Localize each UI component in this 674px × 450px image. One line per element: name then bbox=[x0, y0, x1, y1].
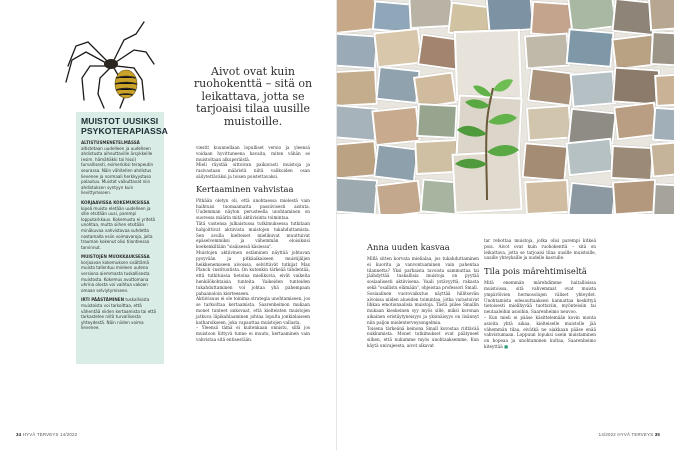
sidebar-block-head: MUISTOJEN MUOKKAUKSESSA bbox=[81, 254, 150, 260]
photo-tile bbox=[612, 66, 660, 105]
photo-tile bbox=[373, 144, 419, 183]
magazine-issue: HYVÄ TERVEYS 14/2022 bbox=[22, 432, 78, 437]
photo-tile bbox=[565, 138, 614, 177]
photo-tile bbox=[527, 67, 575, 106]
page-number: 35 bbox=[654, 432, 660, 437]
section-heading: Kertaaminen vahvistaa bbox=[196, 183, 294, 194]
paragraph-text: – Kun mieli ei pääse käsittelemään kovin monta asioita yhtä aikaa, kielteiselle muistolle jää vähemmän tilaa, eivätkä ne aiakkaan pääse enää vahvistumaan. Loppuun lopuksi usein muistaminen on hopeaa ja unohtaminen kultaa, Saarenheimo kiteyttää bbox=[484, 314, 596, 349]
sidebar-block-text: tuskallisista muistoista voi tarkoittaa, että vähentää niiden kertaamista tai että tarkastelee niitä turvallisesta yhteydestä. Näin niiden voima lievenee. bbox=[81, 297, 156, 331]
paragraph bbox=[484, 315, 596, 350]
photo-tile bbox=[337, 140, 378, 180]
photo-tile bbox=[652, 183, 674, 214]
photo-tile bbox=[408, 0, 454, 29]
paragraph: Tätä vastensa julkaistussa tutkimuksessa tutkitaan hahjoittivat aktiivista muistojen tukahduttamista. Sen avulla kielteiset mielikuvat muuttuivat epäselvemmiksi ja vähemmän eloisiksisi koekenkiltään "sisäisessä käsiessa". bbox=[196, 220, 310, 250]
sidebar-block bbox=[81, 254, 159, 293]
paragraph: viestit kuunnellaan lopulliset versio ja yleensä voidaan hyvittuneena havaita, miten vähän se muistoltaan alkuperäistä. bbox=[196, 145, 310, 162]
sidebar-block bbox=[81, 140, 159, 196]
photo-tile bbox=[654, 73, 674, 107]
seedling-illustration bbox=[451, 72, 521, 202]
section-heading: Anna uuden kasvaa bbox=[367, 242, 450, 252]
photo-tile bbox=[570, 70, 617, 108]
paragraph: Muistojen aktiivinen estäminen näyttää johtavan pysyvään ja pitkäaikaiseen muistijäljen heikkenemiseen aivoissa, selvittävät tutkijat Max Planck -instituutista. On kutenkin tärkeää tähdentää, että tutkituissa tietoina mielikuvia, eivät vaikeita henkilökohtaisia tunteita. Vaikeiden tunteiden tukahduttaminen voi johtaa yhä pahempaan pahaanoloin kierteeseen. bbox=[196, 249, 310, 296]
photo-tile bbox=[610, 145, 654, 181]
photo-tile bbox=[337, 177, 378, 214]
sidebar-block bbox=[81, 297, 159, 331]
paragraph: – Yleensä tämä ei kuitenkaan onnistu, sillä jos muistoon liittyvä tunne ei muutu, kertaaminen vain vahvistaa sitä entisestään. bbox=[196, 325, 310, 342]
photo-tile bbox=[650, 31, 674, 67]
photo-tile bbox=[524, 179, 570, 214]
paragraph: Pitkään oletyn oli, että unohtaessa mielestä vain haihtuisi tuomaamatta passiivisesti aistuta. Uudemman näyton perusteella unohtaminen on suoressa määrin mitä aktiivisinta toimintaa. bbox=[196, 197, 310, 221]
section-heading: Tila pois märehtimiseltä bbox=[484, 266, 587, 277]
sidebar-block-text: kipeä muisto eletään uudelleen ja sille etsitään uusi, parempi lopputarkkaus. Kokemusta ei yritetä unohtaa, mutta siihen etsitään minäkuvaa vahvistavaa suhdetta nostamalla esiin voimavaroja, joita trauman kokenut olisi tilanteessa tarvinnut. bbox=[81, 205, 156, 250]
photo-tile bbox=[337, 69, 378, 107]
sidebar-block-head: IRTI PÄÄSTÄMINEN bbox=[81, 297, 125, 303]
photo-tile bbox=[373, 28, 423, 69]
paragraph: Mitä enemmän märehdimme haitallisissa muistoissa, sitä vahvemmat ovat muista ympäröivien hermosolujen väliset yhteydet. Unohtamista edesauttaaksesi kannattaa keskittyä tietoisesti mielihyvää tuottaviin, myönteisiin tai neutaaleihin asioihin, Saarenheimo neuvoo. bbox=[484, 280, 596, 315]
paragraph: Millä sitten korvata mielialaa, jos tukahduttaminen ei kuoritu ja vanvontuaminen vain pahentaa tilannetta? Yksi parhaista tavoista sammuttaa tai jäähdyttää tuskallisia muistoja on pyytää sosiaalisesti aktiivisena. Vaali ystävyyttä, rakasta sekä "osallistu elämään", ohjeistaa professori Small. bbox=[367, 256, 479, 290]
photo-tile bbox=[567, 182, 616, 214]
sidebar-title: MUISTOT UUSIKSI PSYKOTERAPIASSA bbox=[81, 116, 168, 136]
end-mark: ■ bbox=[504, 343, 509, 349]
sidebar-block-head: ALTISTUSMENETELMÄSSÄ bbox=[81, 140, 140, 145]
paragraph: Toisena tärkeänä keinona Small korostaa riittävää nukkumista. Monet tutkimukset ovat päätyneet siihen, että nukumme myös unohtaaksemme. Kun käytä univajeesta, aivot alkavat bbox=[367, 325, 479, 348]
folio-left bbox=[16, 432, 77, 437]
sidebar-block-head: KORJAAVISSA KOKEMUKSISSA bbox=[81, 199, 150, 205]
photo-tile bbox=[526, 105, 572, 142]
sidebar-block-text: altistetaan uudelleen ja uudelleen ahdistusta aiheuttaville ärsykkeille (esim. hämähäkki tai hissi) turvallisesti, esimerkiksi terapeutin seurassa. Näin vähitellen ahdistus lievenee ja normaali herkkyystaso palautuu. Muistot vaikuttavat niin ahdistuksen syntyyn kuin lievittymiseen. bbox=[81, 145, 154, 196]
body-column bbox=[367, 238, 479, 349]
sidebar-block bbox=[81, 200, 159, 250]
paragraph: tar rebottaa muistoja, jotka olisi parempi kitkeä pois. Aivot ovat kuin ruohokenttä – sitä on leikattava, jotta se tarjoaisi tilaa uusille muistoille, uusille yhteyksille ja uudelle kasvulle. bbox=[484, 238, 596, 261]
photo-collage bbox=[337, 0, 674, 214]
sidebar-box bbox=[76, 112, 168, 364]
photo-tile bbox=[524, 33, 570, 70]
paragraph: Sosiaalinen vuorovaikutus näyttää hillitsevän aivoissa niiden alueiden toimintaa, jotka varastoivat lihkaa emotionaalisia muistoja. Tästä piilee Smallin mukaan kieskeinen syy myös sille, miksi koronan aikainen eristäytyneisyys ja yksinäisyys on lisännyt niin paljon mielenterveysongelmia. bbox=[367, 290, 479, 325]
magazine-issue: 14/2022 HYVÄ TERVEYS bbox=[598, 432, 654, 437]
page-number: 34 bbox=[16, 432, 22, 437]
right-page bbox=[337, 0, 674, 450]
photo-tile bbox=[652, 107, 674, 144]
photo-tile bbox=[337, 33, 378, 70]
body-column bbox=[484, 238, 596, 350]
folio-right bbox=[599, 432, 660, 437]
paragraph: Mieli räystää oittoivan paikavasti muistoja ja rasivastaan määristä niitä valikoiden osan säilytettäväksi ja toisen poistettavaksi. bbox=[196, 162, 310, 179]
photo-tile bbox=[375, 179, 423, 214]
photo-tile bbox=[566, 28, 615, 68]
photo-tile bbox=[648, 0, 674, 31]
photo-tile bbox=[650, 140, 674, 177]
pull-quote: Aivot ovat kuin ruohokenttä – sitä on leikattava, jotta se tarjoaisi tilaa uusille muistoille. bbox=[193, 65, 313, 128]
paragraph: Aktiivisuus ei ole toinima strategia unohtamiseen, jos se tarkoittaa kertaamista. Saarenheimon mukaan monet tunteet unkovaat, että kielteisten muistojen jatkuva läpikahlaaminen johtaa lopulta jonkinlaiseen katharsikseen, joka vapauttaa muistojen vallasta. bbox=[196, 296, 310, 325]
sidebar-block-text: korjaavan kokemuksen sisältämä muisto tallentuu mieleen uutena versiona aiemmasta tuskallisesta muistosta. Kokemus avuttomana uhrina olosta voi vaihtua vakoon omaan selviytymiseen. bbox=[81, 259, 150, 293]
photo-tile bbox=[522, 142, 569, 182]
body-column bbox=[196, 145, 310, 343]
photo-tile bbox=[612, 179, 658, 214]
spider-illustration bbox=[48, 20, 158, 110]
